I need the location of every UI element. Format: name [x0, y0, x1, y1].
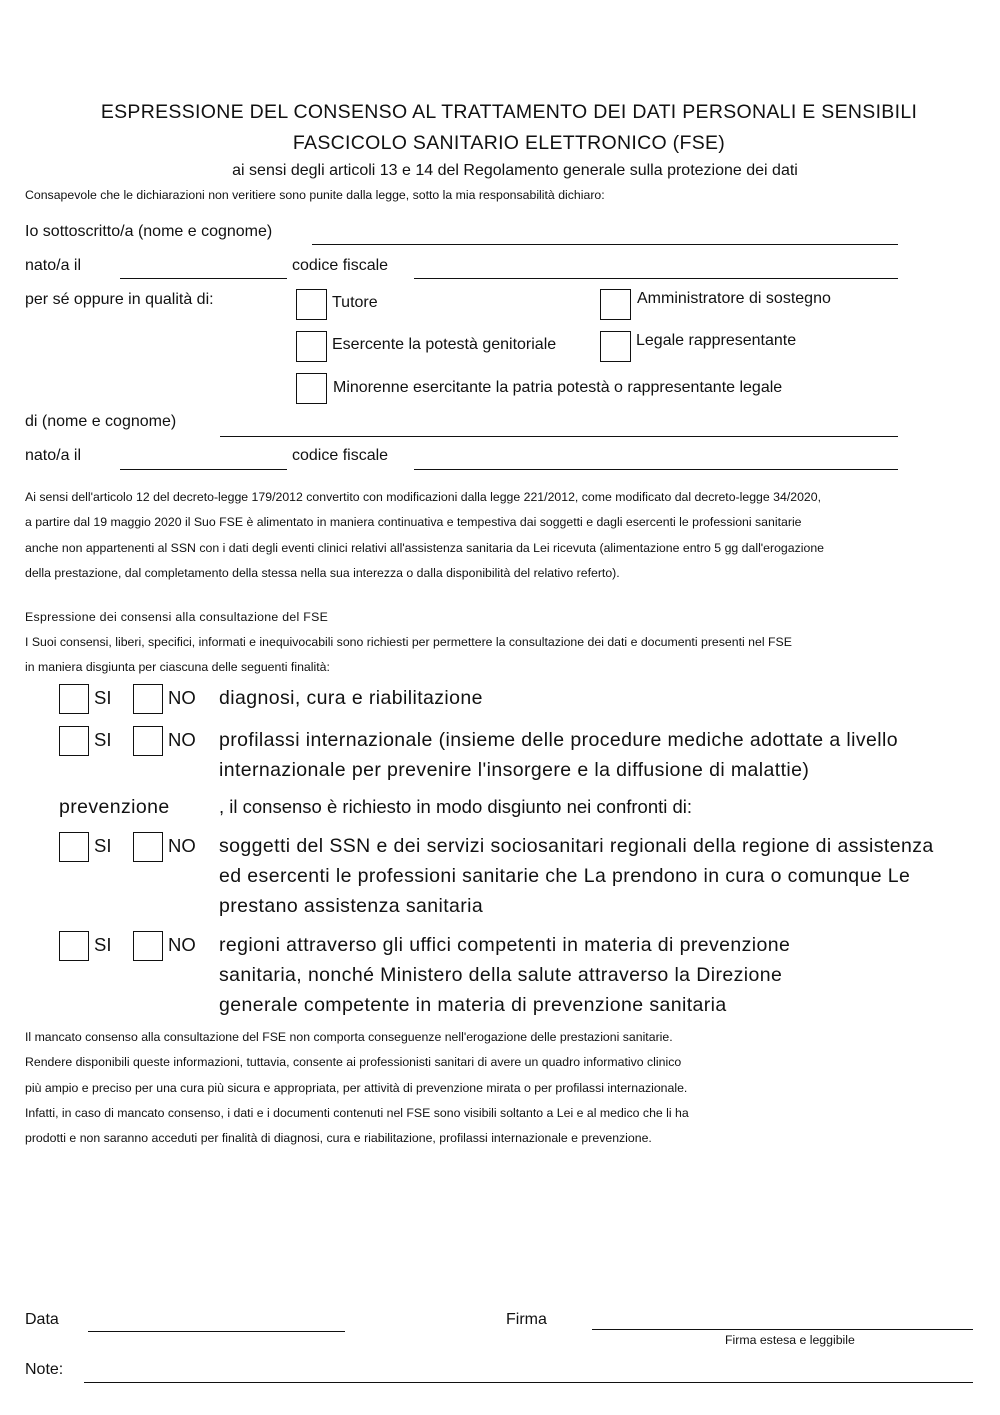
- document-title: ESPRESSIONE DEL CONSENSO AL TRATTAMENTO DEI DATI PERSONALI E SENSIBILI: [100, 101, 918, 123]
- prophylaxis-text: [219, 725, 898, 785]
- date-label: Data: [25, 1311, 59, 1328]
- subject-name-line: [312, 244, 898, 245]
- prophylaxis-no-label: NO: [168, 729, 196, 750]
- regions-text: [219, 930, 790, 1020]
- legale-label: Legale rappresentante: [636, 332, 797, 349]
- signature-label: Firma: [506, 1311, 547, 1328]
- represented-birth-line: [120, 469, 287, 470]
- represented-name-line: [220, 436, 898, 437]
- footer-paragraph: [25, 1025, 689, 1151]
- declaration-text: Consapevole che le dichiarazioni non veritiere sono punite dalla legge, sotto la mia responsabilità dichiaro:: [25, 188, 605, 202]
- subject-birth-line: [120, 278, 287, 279]
- consents-heading: Espressione dei consensi alla consultazione del FSE: [25, 610, 329, 624]
- footer-line: prodotti e non saranno acceduti per finalità di diagnosi, cura e riabilitazione, profilassi internazionale e prevenzione.: [25, 1131, 652, 1146]
- footer-line: Il mancato consenso alla consultazione del FSE non comporta conseguenze nell'erogazione delle prestazioni sanitarie.: [25, 1030, 673, 1044]
- subject-taxcode-label: codice fiscale: [292, 257, 389, 274]
- regions-no-label: NO: [168, 934, 196, 955]
- prophylaxis-yes-label: SI: [94, 729, 112, 750]
- prevention-word: prevenzione: [59, 796, 170, 818]
- footer-line: Rendere disponibili queste informazioni, tuttavia, consente ai professionisti sanitari di avere un quadro informativo clinico: [25, 1055, 682, 1070]
- ssn-yes-checkbox[interactable]: [59, 832, 89, 862]
- diagnosis-no-checkbox[interactable]: [133, 684, 163, 714]
- minorenne-checkbox[interactable]: [296, 373, 327, 404]
- date-input[interactable]: [90, 1307, 343, 1331]
- represented-name-label: di (nome e cognome): [25, 413, 177, 430]
- document-title-fse: FASCICOLO SANITARIO ELETTRONICO (FSE): [292, 132, 726, 154]
- regions-no-checkbox[interactable]: [133, 931, 163, 961]
- tutore-checkbox[interactable]: [296, 289, 327, 320]
- esercente-label: Esercente la potestà genitoriale: [332, 336, 557, 353]
- ssn-line: prestano assistenza sanitaria: [219, 895, 484, 917]
- represented-taxcode-label: codice fiscale: [292, 447, 389, 464]
- prophylaxis-yes-checkbox[interactable]: [59, 726, 89, 756]
- diagnosis-text: diagnosi, cura e riabilitazione: [219, 687, 483, 709]
- amministratore-label: Amministratore di sostegno: [637, 290, 831, 307]
- represented-taxcode-line: [414, 469, 898, 470]
- ssn-text: [219, 831, 934, 921]
- subject-name-label: Io sottoscritto/a (nome e cognome): [25, 223, 273, 240]
- prophylaxis-line: internazionale per prevenire l'insorgere e la diffusione di malattie): [219, 759, 810, 781]
- document-subtitle: ai sensi degli articoli 13 e 14 del Regolamento generale sulla protezione dei dati: [232, 162, 798, 179]
- subject-birth-input[interactable]: [122, 254, 285, 278]
- consents-intro-line1: I Suoi consensi, liberi, specifici, informati e inequivocabili sono richiesti per permettere la consultazione dei dati e documenti presenti nel FSE: [25, 635, 792, 649]
- diagnosis-yes-checkbox[interactable]: [59, 684, 89, 714]
- ssn-no-checkbox[interactable]: [133, 832, 163, 862]
- represented-birth-label: nato/a il: [25, 447, 82, 464]
- subject-birth-label: nato/a il: [25, 257, 82, 274]
- represented-birth-input[interactable]: [122, 445, 285, 469]
- info-line: a partire dal 19 maggio 2020 il Suo FSE è alimentato in maniera continuativa e tempestiva dai soggetti e dagli esercenti le professioni sanitarie: [25, 515, 802, 530]
- footer-line: più ampio e preciso per una cura più sicura e appropriata, per attività di prevenzione mirata o per profilassi internazionale.: [25, 1080, 688, 1095]
- info-paragraph: [25, 485, 824, 586]
- prevention-note: , il consenso è richiesto in modo disgiunto nei confronti di:: [219, 796, 693, 817]
- subject-name-input[interactable]: [314, 220, 896, 244]
- notes-input[interactable]: [86, 1358, 971, 1382]
- consents-intro-line2: in maniera disgiunta per ciascuna delle seguenti finalità:: [25, 660, 330, 674]
- footer-line: Infatti, in caso di mancato consenso, i dati e i documenti contenuti nel FSE sono visibili soltanto a Lei e al medico che li ha: [25, 1105, 689, 1120]
- regions-line: generale competente in materia di prevenzione sanitaria: [219, 994, 727, 1016]
- ssn-line: soggetti del SSN e dei servizi sociosanitari regionali della regione di assistenza: [219, 835, 934, 857]
- diagnosis-no-label: NO: [168, 687, 196, 708]
- prophylaxis-line: profilassi internazionale (insieme delle procedure mediche adottate a livello: [219, 729, 898, 751]
- ssn-line: ed esercenti le professioni sanitarie che La prendono in cura o comunque Le: [219, 865, 911, 887]
- date-line: [88, 1331, 345, 1332]
- regions-line: regioni attraverso gli uffici competenti in materia di prevenzione: [219, 934, 791, 956]
- represented-name-input[interactable]: [222, 412, 896, 436]
- prophylaxis-no-checkbox[interactable]: [133, 726, 163, 756]
- info-line: anche non appartenenti al SSN con i dati degli eventi clinici relativi all'assistenza sanitaria da Lei ricevuta (alimentazione entro 5 gg dall'erogazione: [25, 540, 824, 555]
- legale-checkbox[interactable]: [600, 331, 631, 362]
- capacity-label: per sé oppure in qualità di:: [25, 291, 214, 308]
- signature-hint: Firma estesa e leggibile: [725, 1333, 855, 1347]
- notes-label: Note:: [25, 1361, 64, 1378]
- signature-input[interactable]: [594, 1305, 971, 1329]
- regions-line: sanitaria, nonché Ministero della salute attraverso la Direzione: [219, 964, 783, 986]
- subject-taxcode-input[interactable]: [416, 254, 896, 278]
- notes-line: [84, 1382, 973, 1383]
- esercente-checkbox[interactable]: [296, 331, 327, 362]
- info-line: Ai sensi dell'articolo 12 del decreto-legge 179/2012 convertito con modificazioni dalla legge 221/2012, come modificato dal decreto-legge 34/2020,: [25, 490, 822, 504]
- minorenne-label: Minorenne esercitante la patria potestà o rappresentante legale: [333, 379, 783, 396]
- signature-line: [592, 1329, 973, 1330]
- ssn-yes-label: SI: [94, 835, 112, 856]
- tutore-label: Tutore: [332, 294, 378, 311]
- amministratore-checkbox[interactable]: [600, 289, 631, 320]
- ssn-no-label: NO: [168, 835, 196, 856]
- regions-yes-label: SI: [94, 934, 112, 955]
- diagnosis-yes-label: SI: [94, 687, 112, 708]
- regions-yes-checkbox[interactable]: [59, 931, 89, 961]
- represented-taxcode-input[interactable]: [416, 445, 896, 469]
- info-line: della prestazione, dal completamento della stessa nella sua interezza o dalla disponibilità del relativo referto).: [25, 565, 620, 580]
- subject-taxcode-line: [414, 278, 898, 279]
